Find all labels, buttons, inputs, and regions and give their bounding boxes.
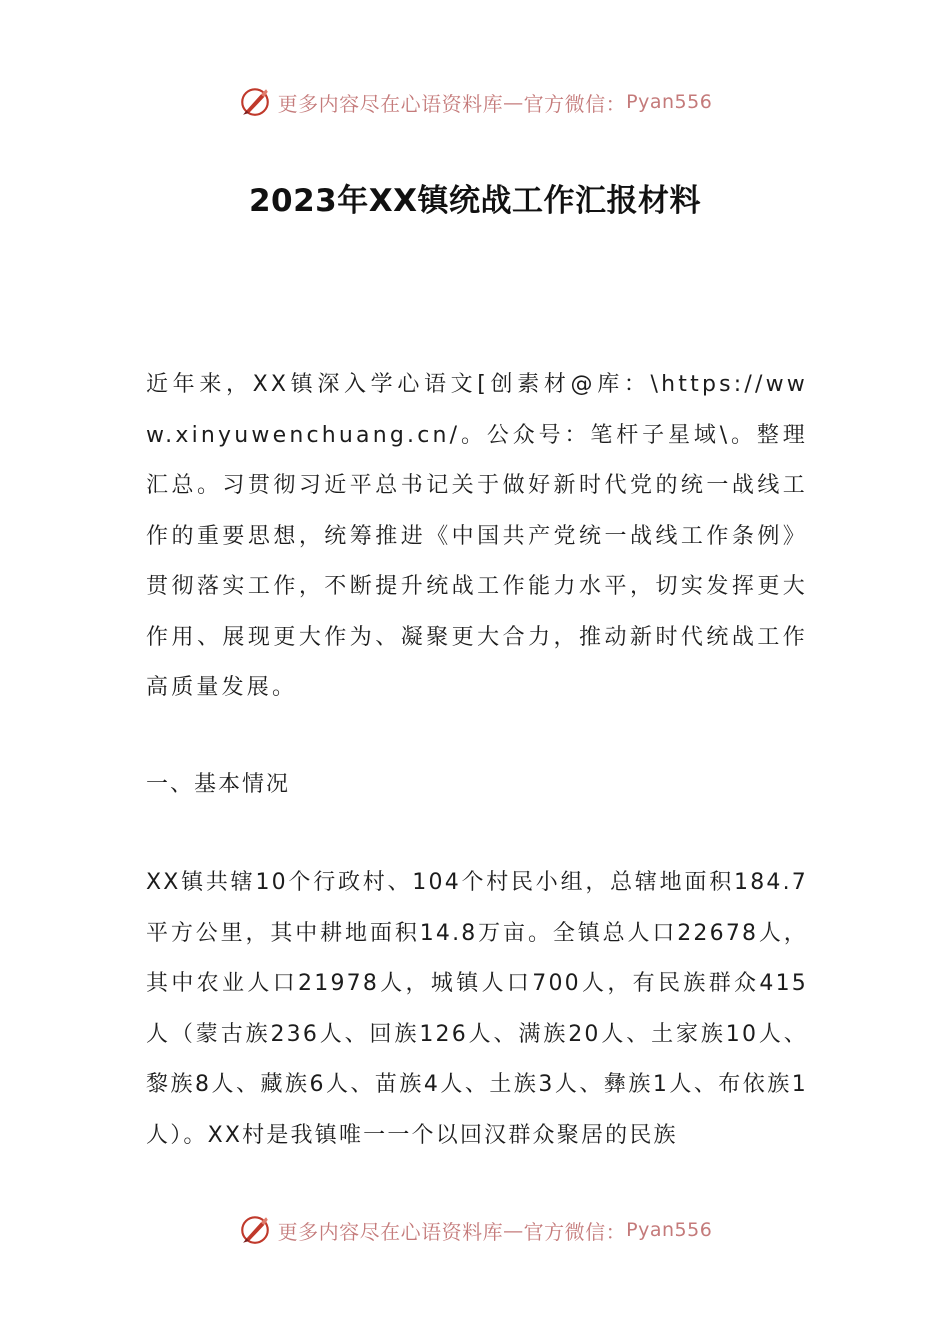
watermark-main-text: 更多内容尽在心语资料库 [277,91,504,116]
document-title: 2023年XX镇统战工作汇报材料 [248,183,702,219]
watermark-wechat-id: Pyan556 [626,1219,713,1241]
section-paragraph: XX镇共辖10个行政村、104个村民小组，总辖地面积184.7平方公里，其中耕地面积14.8万亩。全镇总人口22678人，其中农业人口21978人，城镇人口700人，有民族群众415人（蒙古族236人、回族126人、满族20人、土家族10人、黎族8人、藏族6人、苗族4人、土族3人、彝族1人、布依族1人）。XX村是我镇唯一一个以回汉群众聚居的民族 [146,870,808,1148]
header-watermark [0,82,950,122]
watermark-wechat-id: Pyan556 [626,91,713,113]
intro-paragraph: 近年来，XX镇深入学心语文[创素材@库：\https://www.xinyuwenchuang.cn/。公众号：笔杆子星域\。整理汇总。习贯彻习近平总书记关于做好新时代党的统一战线工作的重要思想，统筹推进《中国共产党统一战线工作条例》贯彻落实工作，不断提升统战工作能力水平，切实发挥更大作用、展现更大作为、凝聚更大合力，推动新时代统战工作高质量发展。 [146,372,808,700]
footer-watermark [0,1210,950,1250]
watermark-main-text: 更多内容尽在心语资料库 [277,1219,504,1244]
pen-logo-icon [238,85,272,119]
section-heading: 一、基本情况 [146,772,291,797]
watermark-dash: — [503,90,524,114]
watermark-dash: — [503,1218,524,1242]
watermark-wechat-label: 官方微信： [523,1219,627,1244]
watermark-wechat-label: 官方微信： [523,91,627,116]
pen-logo-icon [238,1213,272,1247]
